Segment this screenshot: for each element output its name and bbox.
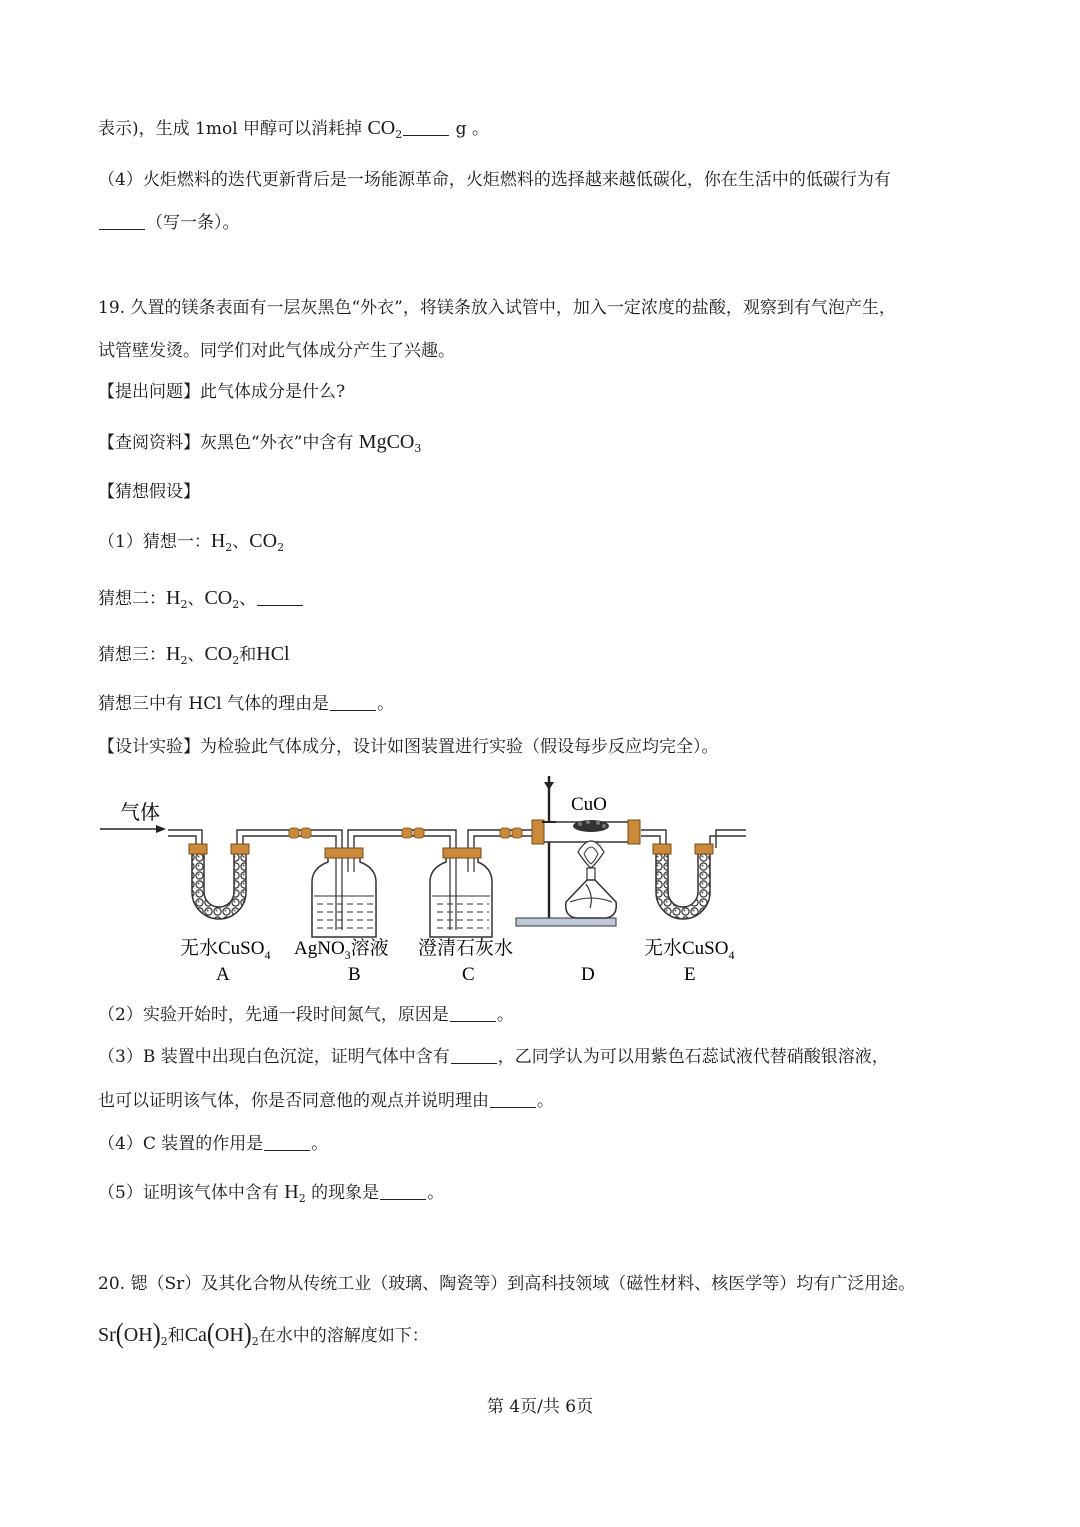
letter-a: A (216, 964, 230, 985)
question-18-4: （4）火炬燃料的迭代更新背后是一场能源革命，火炬燃料的选择越来越低碳化，你在生活中的低碳行为有 (98, 170, 891, 190)
gas-label: 气体 (120, 802, 160, 824)
letter-c: C (462, 964, 475, 985)
answer-blank[interactable] (257, 589, 303, 606)
answer-blank[interactable] (403, 119, 449, 136)
experiment-apparatus-diagram (96, 772, 756, 987)
answer-blank[interactable] (450, 1005, 496, 1022)
wash-bottle-c (430, 848, 492, 937)
answer-blank[interactable] (451, 1047, 497, 1064)
reference-info: 【查阅资料】灰黑色“外衣”中含有 MgCO$_3$ (98, 431, 422, 455)
answer-blank[interactable] (380, 1183, 426, 1200)
hypothesis-3-reason: 猜想三中有 HCl 气体的理由是 。 (98, 694, 395, 714)
label-c: 澄清石灰水 (418, 938, 514, 959)
question-18-4-cont: （写一条）。 (98, 211, 240, 235)
label-a: 无水CuSO$_4$ (180, 938, 271, 962)
question-19-3-cont: 也可以证明该气体，你是否同意他的观点并说明理由 。 (98, 1091, 554, 1111)
question-19-5: （5）证明该气体中含有 $H_2$ 的现象是 。 (98, 1181, 445, 1205)
cuo-label: CuO (571, 794, 607, 815)
label-b: AgNO$_3$溶液 (294, 938, 389, 962)
answer-blank[interactable] (490, 1091, 536, 1108)
question-19-2: （2）实验开始时，先通一段时间氮气，原因是 。 (98, 1005, 514, 1025)
design-experiment: 【设计实验】为检验此气体成分，设计如图装置进行实验（假设每步反应均完全）。 (98, 737, 719, 757)
raise-question: 【提出问题】此气体成分是什么? (98, 382, 346, 402)
u-tube-e (653, 844, 713, 919)
hypothesis-heading: 【猜想假设】 (98, 482, 200, 502)
label-e: 无水CuSO$_4$ (644, 938, 735, 962)
hypothesis-1: （1）猜想一：$H_2$、$CO_2$ (98, 530, 285, 554)
question-19-4: （4）C 装置的作用是 。 (98, 1134, 329, 1154)
letter-d: D (581, 964, 595, 985)
text-line-1: 表示)，生成 1mol 甲醇可以消耗掉 $CO_2$ g 。 (98, 117, 489, 141)
question-19-stem: 19. 久置的镁条表面有一层灰黑色“外衣”，将镁条放入试管中，加入一定浓度的盐酸，观察到有气泡产生， (98, 298, 896, 318)
wash-bottle-b (312, 848, 376, 937)
answer-blank[interactable] (330, 694, 376, 711)
answer-blank[interactable] (264, 1134, 310, 1151)
hypothesis-2: 猜想二：$H_2$、$CO_2$、 (98, 586, 304, 611)
question-20-formula-line: $Sr(OH)_2$和$Ca(OH)_2$在水中的溶解度如下： (98, 1318, 429, 1350)
letter-b: B (348, 964, 361, 985)
page-footer: 第 4页/共 6页 (486, 1397, 594, 1417)
question-19-stem-cont: 试管壁发烫。同学们对此气体成分产生了兴趣。 (98, 341, 455, 361)
u-tube-a (189, 844, 249, 919)
letter-e: E (684, 964, 696, 985)
question-19-3: （3）B 装置中出现白色沉淀，证明气体中含有 ，乙同学认为可以用紫色石蕊试液代替硝酸银溶液， (98, 1047, 889, 1067)
answer-blank[interactable] (99, 213, 145, 230)
hypothesis-3: 猜想三：$H_2$、$CO_2$和HCl (98, 643, 290, 667)
question-20-stem: 20. 锶（Sr）及其化合物从传统工业（玻璃、陶瓷等）到高科技领域（磁性材料、核医学等）均有广泛用途。 (98, 1274, 916, 1294)
